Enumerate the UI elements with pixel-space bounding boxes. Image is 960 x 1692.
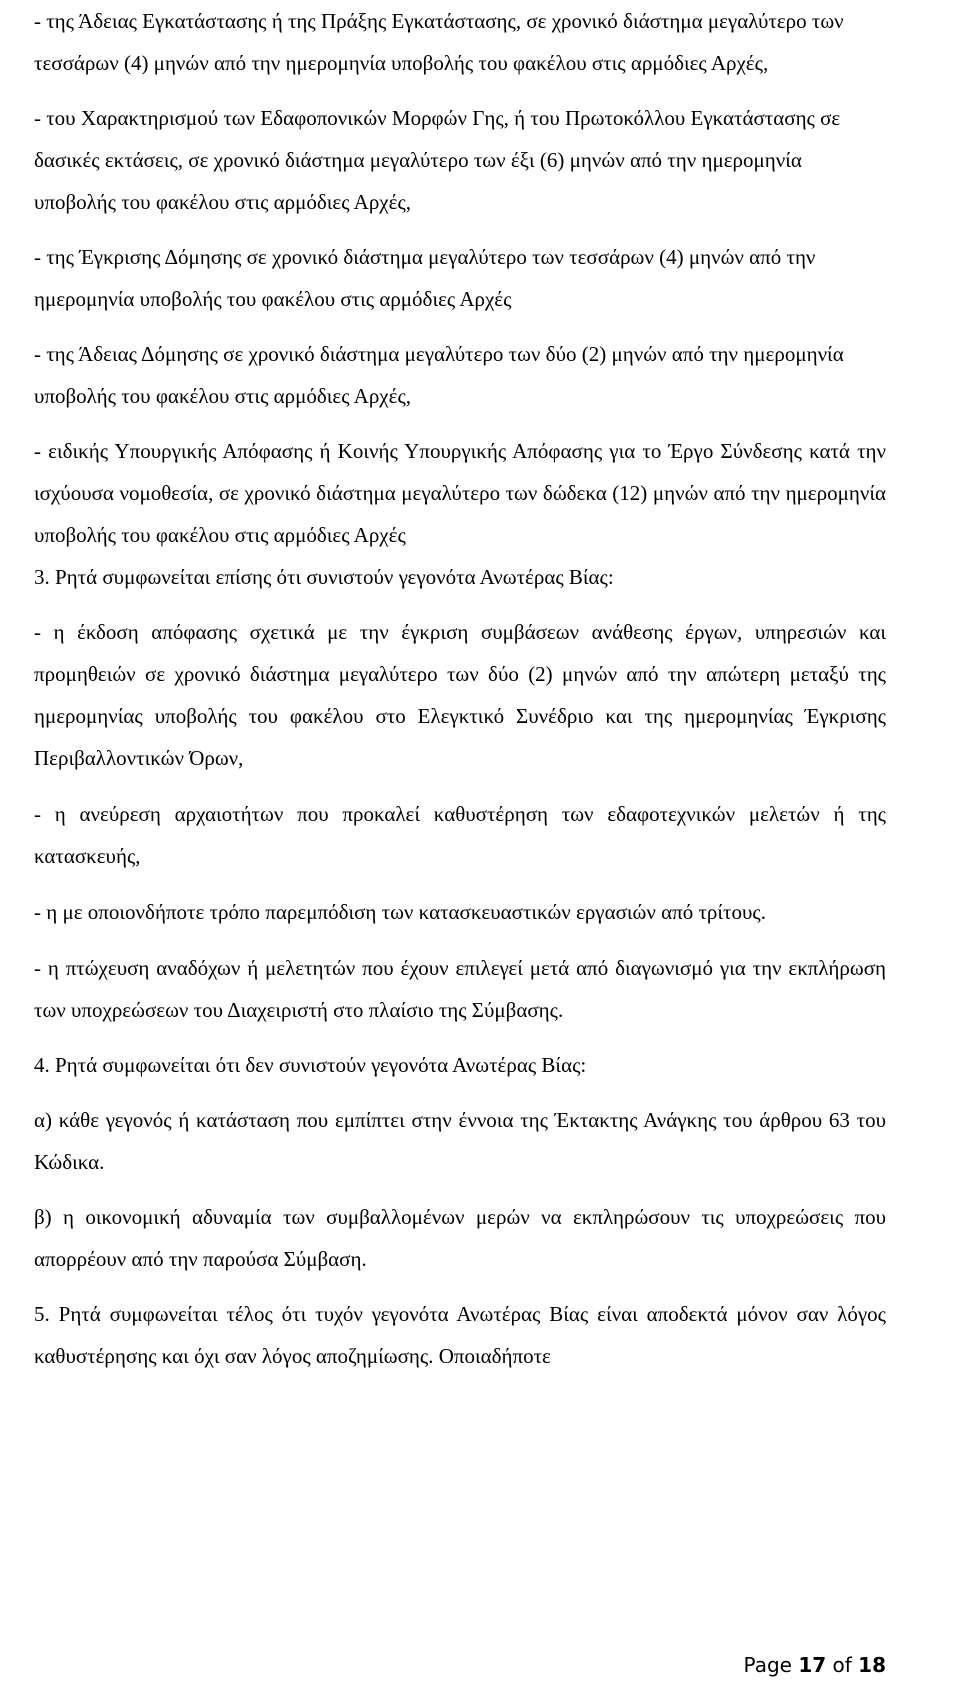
paragraph-antiquities: - η ανεύρεση αρχαιοτήτων που προκαλεί καθυστέρηση των εδαφοτεχνικών μελετών ή της κατασκευής, (34, 802, 886, 868)
paragraph-ministerial-decision: - ειδικής Υπουργικής Απόφασης ή Κοινής Υπουργικής Απόφασης για το Έργο Σύνδεσης κατά την ισχύουσα νομοθεσία, σε χρονικό διάστημα μεγαλύτερο των δώδεκα (12) μηνών από την ημερομηνία υποβολής του φακέλου στις αρμόδιες Αρχές (34, 439, 886, 547)
paragraph-section-4-heading: 4. Ρητά συμφωνείται ότι δεν συνιστούν γεγονότα Ανωτέρας Βίας: (34, 1053, 587, 1077)
paragraph-section-5: 5. Ρητά συμφωνείται τέλος ότι τυχόν γεγονότα Ανωτέρας Βίας είναι αποδεκτά μόνον σαν λόγος καθυστέρησης και όχι σαν λόγος αποζημίωσης. Οποιαδήποτε (34, 1302, 886, 1368)
paragraph-building-permit: - της Άδειας Δόμησης σε χρονικό διάστημα μεγαλύτερο των δύο (2) μηνών από την ημερομηνία υποβολής του φακέλου στις αρμόδιες Αρχές, (34, 342, 844, 408)
total-pages-number: 18 (858, 1653, 886, 1677)
paragraph-obstruction: - η με οποιονδήποτε τρόπο παρεμπόδιση των κατασκευαστικών εργασιών από τρίτους. (34, 900, 766, 924)
page-word: Page (743, 1653, 792, 1677)
paragraph-contract-approval: - η έκδοση απόφασης σχετικά με την έγκριση συμβάσεων ανάθεσης έργων, υπηρεσιών και προμηθειών σε χρονικό διάστημα μεγαλύτερο των δύο (2) μηνών από την απώτερη μεταξύ της ημερομηνίας υποβολής του φακέλου στο Ελεγκτικό Συνέδριο και της ημερομηνίας Έγκρισης Περιβαλλοντικών Όρων, (34, 620, 886, 770)
current-page-number: 17 (798, 1653, 827, 1677)
page-number-footer (744, 1651, 886, 1679)
paragraph-emergency: α) κάθε γεγονός ή κατάσταση που εμπίπτει στην έννοια της Έκτακτης Ανάγκης του άρθρου 63 του Κώδικα. (34, 1108, 886, 1174)
paragraph-financial-inability: β) η οικονομική αδυναμία των συμβαλλομένων μερών να εκπληρώσουν τις υποχρεώσεις που απορρέουν από την παρούσα Σύμβαση. (34, 1205, 886, 1271)
paragraph-building-approval: - της Έγκρισης Δόμησης σε χρονικό διάστημα μεγαλύτερο των τεσσάρων (4) μηνών από την ημερομηνία υποβολής του φακέλου στις αρμόδιες Αρχές (34, 245, 816, 311)
paragraph-land-characterization: - του Χαρακτηρισμού των Εδαφοπονικών Μορφών Γης, ή του Πρωτοκόλλου Εγκατάστασης σε δασικές εκτάσεις, σε χρονικό διάστημα μεγαλύτερο των έξι (6) μηνών από την ημερομηνία υποβολής του φακέλου στις αρμόδιες Αρχές, (34, 106, 841, 214)
of-word: of (832, 1653, 852, 1677)
paragraph-section-3-heading: 3. Ρητά συμφωνείται επίσης ότι συνιστούν γεγονότα Ανωτέρας Βίας: (34, 565, 614, 589)
paragraph-installation-permit: - της Άδειας Εγκατάστασης ή της Πράξης Εγκατάστασης, σε χρονικό διάστημα μεγαλύτερο των τεσσάρων (4) μηνών από την ημερομηνία υποβολής του φακέλου στις αρμόδιες Αρχές, (34, 9, 844, 75)
document-body (34, 0, 886, 1377)
paragraph-bankruptcy: - η πτώχευση αναδόχων ή μελετητών που έχουν επιλεγεί μετά από διαγωνισμό για την εκπλήρωση των υποχρεώσεων του Διαχειριστή στο πλαίσιο της Σύμβασης. (34, 956, 886, 1022)
